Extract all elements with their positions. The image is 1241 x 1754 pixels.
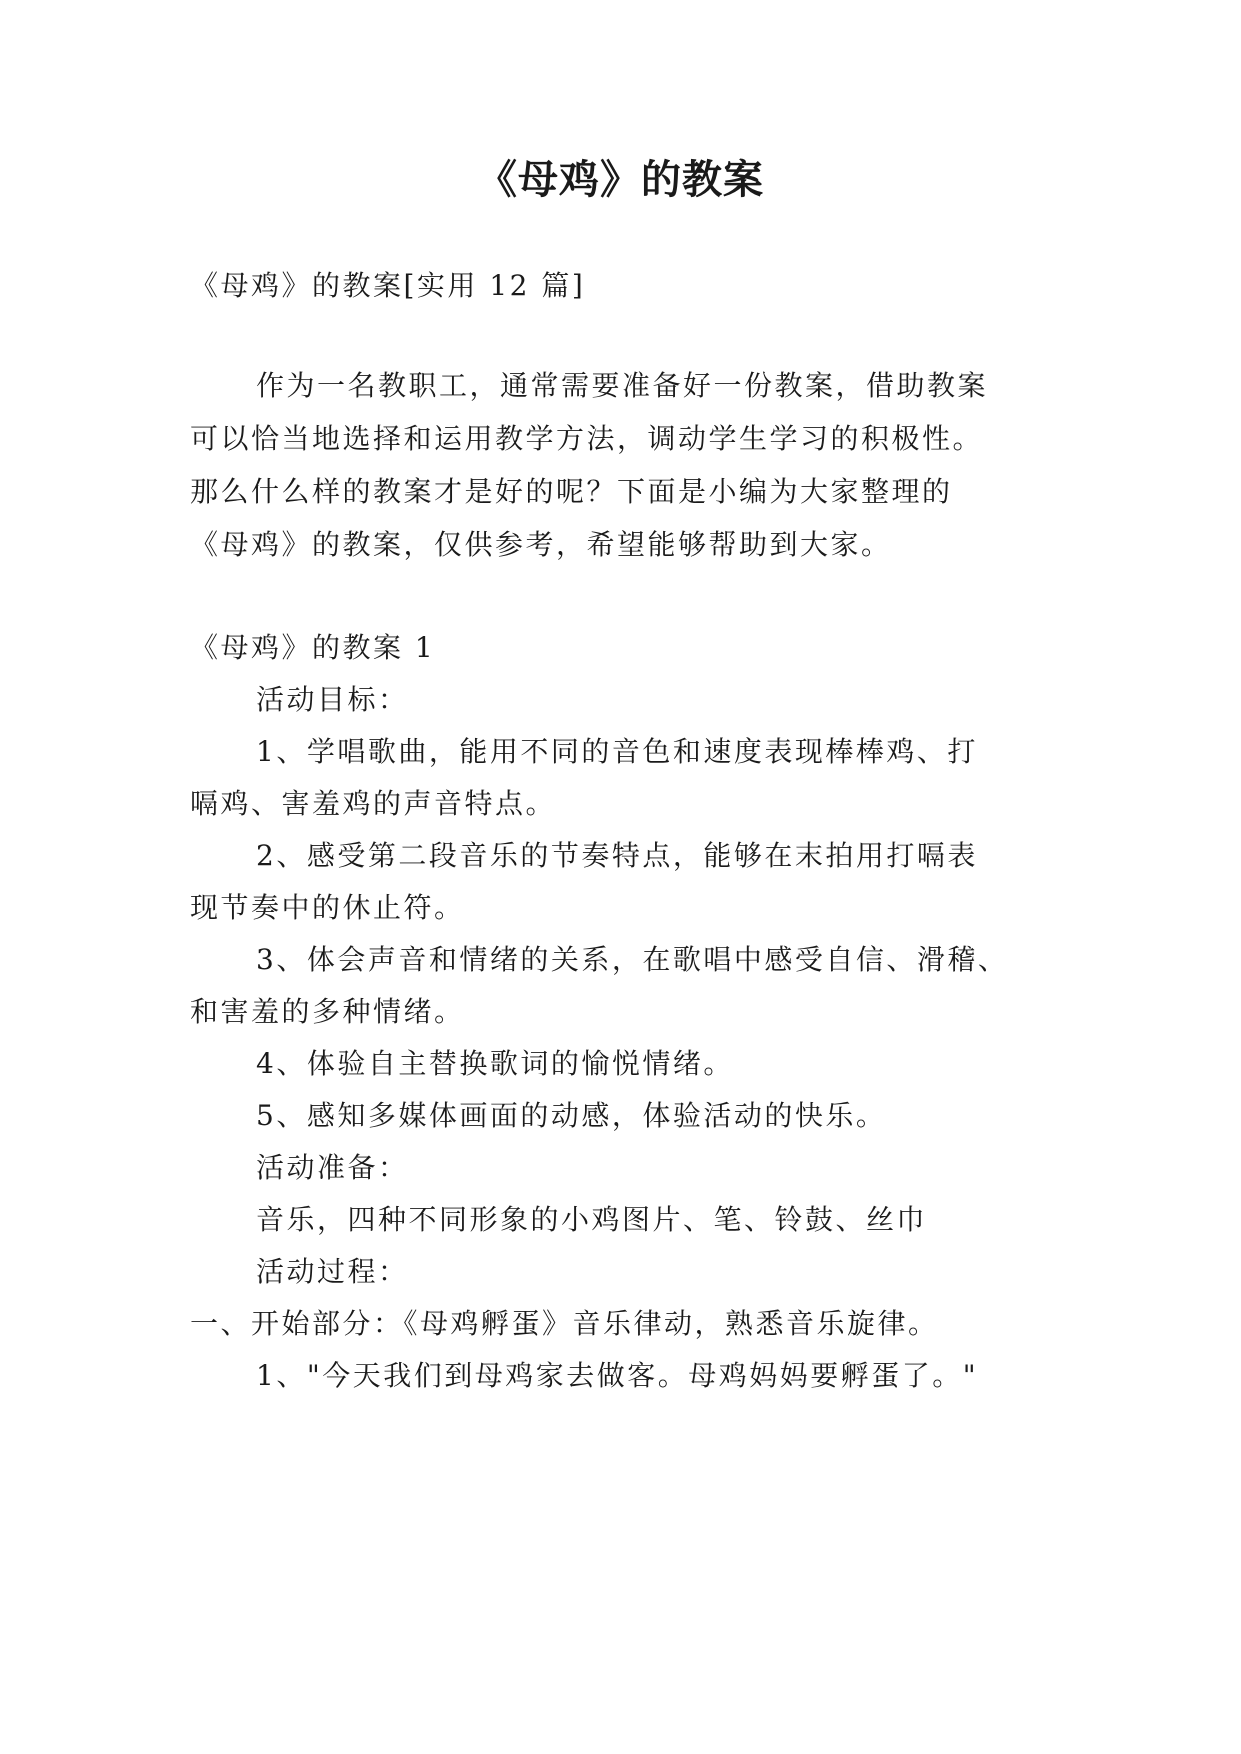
intro-line-4: 《母鸡》的教案，仅供参考，希望能够帮助到大家。 [190, 528, 892, 561]
goal-3-line-1: 3、体会声音和情绪的关系，在歌唱中感受自信、滑稽、 [256, 943, 1009, 976]
goal-5: 5、感知多媒体画面的动感，体验活动的快乐。 [256, 1099, 887, 1132]
intro-line-1: 作为一名教职工，通常需要准备好一份教案，借助教案 [256, 369, 989, 402]
section-heading: 《母鸡》的教案 1 [190, 631, 436, 664]
goal-4: 4、体验自主替换歌词的愉悦情绪。 [256, 1047, 734, 1080]
part-1-heading: 一、开始部分：《母鸡孵蛋》音乐律动，熟悉音乐旋律。 [190, 1307, 939, 1340]
process-label: 活动过程： [256, 1255, 409, 1288]
goal-1-line-1: 1、学唱歌曲，能用不同的音色和速度表现棒棒鸡、打 [256, 735, 978, 768]
goal-3-line-2: 和害羞的多种情绪。 [190, 995, 465, 1028]
document-subtitle: 《母鸡》的教案[实用 12 篇] [190, 269, 586, 302]
part-1-step-1: 1、"今天我们到母鸡家去做客。母鸡妈妈要孵蛋了。" [256, 1359, 979, 1392]
goal-1-line-2: 嗝鸡、害羞鸡的声音特点。 [190, 787, 557, 820]
intro-line-3: 那么什么样的教案才是好的呢？下面是小编为大家整理的 [190, 475, 953, 508]
goal-2-line-1: 2、感受第二段音乐的节奏特点，能够在末拍用打嗝表 [256, 839, 978, 872]
prep-items: 音乐，四种不同形象的小鸡图片、笔、铃鼓、丝巾 [256, 1203, 928, 1236]
prep-label: 活动准备： [256, 1151, 409, 1184]
goal-2-line-2: 现节奏中的休止符。 [190, 891, 465, 924]
goals-label: 活动目标： [256, 683, 409, 716]
intro-line-2: 可以恰当地选择和运用教学方法，调动学生学习的积极性。 [190, 422, 984, 455]
document-title: 《母鸡》的教案 [477, 157, 764, 203]
